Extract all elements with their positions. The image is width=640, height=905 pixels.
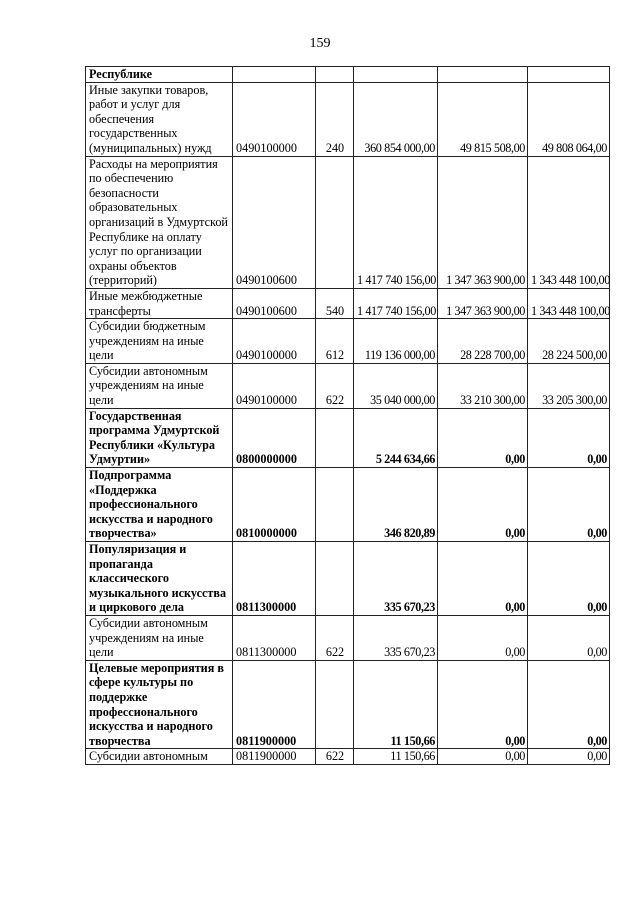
amount-year-3: 0,00 — [528, 468, 610, 542]
amount-year-1: 5 244 634,66 — [354, 408, 438, 467]
expense-type-code — [316, 542, 354, 616]
amount-year-3: 28 224 500,00 — [528, 319, 610, 364]
table-row — [86, 319, 610, 364]
target-article-code: 0490100000 — [233, 363, 316, 408]
expense-type-code: 240 — [316, 82, 354, 156]
table-row — [86, 660, 610, 749]
amount-year-3: 0,00 — [528, 542, 610, 616]
amount-year-2: 1 347 363 900,00 — [438, 288, 528, 318]
amount-year-3: 0,00 — [528, 615, 610, 660]
amount-year-1: 360 854 000,00 — [354, 82, 438, 156]
amount-year-1: 119 136 000,00 — [354, 319, 438, 364]
amount-year-1: 335 670,23 — [354, 542, 438, 616]
amount-year-2: 0,00 — [438, 468, 528, 542]
table-row — [86, 542, 610, 616]
amount-year-2: 0,00 — [438, 615, 528, 660]
amount-year-2: 0,00 — [438, 408, 528, 467]
amount-year-2: 0,00 — [438, 749, 528, 765]
amount-year-1: 11 150,66 — [354, 749, 438, 765]
table-row — [86, 82, 610, 156]
expense-type-code: 612 — [316, 319, 354, 364]
amount-year-3 — [528, 67, 610, 83]
table-row — [86, 156, 610, 288]
item-name: Иные закупки товаров, работ и услуг для обеспечения государственных (муниципальных) нужд — [86, 82, 233, 156]
target-article-code: 0800000000 — [233, 408, 316, 467]
table-row — [86, 615, 610, 660]
amount-year-1 — [354, 67, 438, 83]
amount-year-3: 1 343 448 100,00 — [528, 156, 610, 288]
expense-type-code: 540 — [316, 288, 354, 318]
expense-type-code — [316, 67, 354, 83]
target-article-code: 0810000000 — [233, 468, 316, 542]
table-row — [86, 363, 610, 408]
target-article-code: 0811300000 — [233, 542, 316, 616]
expense-type-code — [316, 408, 354, 467]
amount-year-2: 0,00 — [438, 660, 528, 749]
expense-type-code — [316, 468, 354, 542]
amount-year-3: 49 808 064,00 — [528, 82, 610, 156]
budget-table — [85, 66, 610, 765]
target-article-code: 0490100000 — [233, 319, 316, 364]
page-number: 159 — [309, 36, 331, 51]
amount-year-3: 0,00 — [528, 660, 610, 749]
expense-type-code: 622 — [316, 615, 354, 660]
expense-type-code: 622 — [316, 363, 354, 408]
amount-year-1: 35 040 000,00 — [354, 363, 438, 408]
target-article-code: 0811300000 — [233, 615, 316, 660]
target-article-code — [233, 67, 316, 83]
item-name: Республике — [86, 67, 233, 83]
target-article-code: 0811900000 — [233, 660, 316, 749]
item-name: Государственная программа Удмуртской Республики «Культура Удмуртии» — [86, 408, 233, 467]
item-name: Иные межбюджетные трансферты — [86, 288, 233, 318]
item-name: Субсидии автономным учреждениям на иные цели — [86, 363, 233, 408]
target-article-code: 0490100600 — [233, 156, 316, 288]
amount-year-2: 0,00 — [438, 542, 528, 616]
amount-year-2: 33 210 300,00 — [438, 363, 528, 408]
amount-year-1: 1 417 740 156,00 — [354, 288, 438, 318]
item-name: Субсидии автономным — [86, 749, 233, 765]
item-name: Расходы на мероприятия по обеспечению безопасности образовательных организаций в Удмуртской Республике на оплату услуг по организации охраны объектов (территорий) — [86, 156, 233, 288]
amount-year-2: 49 815 508,00 — [438, 82, 528, 156]
amount-year-1: 1 417 740 156,00 — [354, 156, 438, 288]
amount-year-2 — [438, 67, 528, 83]
amount-year-2: 28 228 700,00 — [438, 319, 528, 364]
target-article-code: 0490100600 — [233, 288, 316, 318]
item-name: Целевые мероприятия в сфере культуры по поддержке профессионального искусства и народного творчества — [86, 660, 233, 749]
amount-year-1: 11 150,66 — [354, 660, 438, 749]
amount-year-3: 0,00 — [528, 749, 610, 765]
amount-year-1: 346 820,89 — [354, 468, 438, 542]
table-row — [86, 408, 610, 467]
amount-year-3: 33 205 300,00 — [528, 363, 610, 408]
expense-type-code — [316, 156, 354, 288]
item-name: Популяризация и пропаганда классического музыкального искусства и циркового дела — [86, 542, 233, 616]
table-row — [86, 468, 610, 542]
expense-type-code: 622 — [316, 749, 354, 765]
table-row — [86, 288, 610, 318]
expense-type-code — [316, 660, 354, 749]
amount-year-1: 335 670,23 — [354, 615, 438, 660]
item-name: Субсидии бюджетным учреждениям на иные цели — [86, 319, 233, 364]
target-article-code: 0490100000 — [233, 82, 316, 156]
table-row — [86, 67, 610, 83]
amount-year-2: 1 347 363 900,00 — [438, 156, 528, 288]
table-row — [86, 749, 610, 765]
item-name: Подпрограмма «Поддержка профессионального искусства и народного творчества» — [86, 468, 233, 542]
item-name: Субсидии автономным учреждениям на иные цели — [86, 615, 233, 660]
amount-year-3: 0,00 — [528, 408, 610, 467]
target-article-code: 0811900000 — [233, 749, 316, 765]
amount-year-3: 1 343 448 100,00 — [528, 288, 610, 318]
